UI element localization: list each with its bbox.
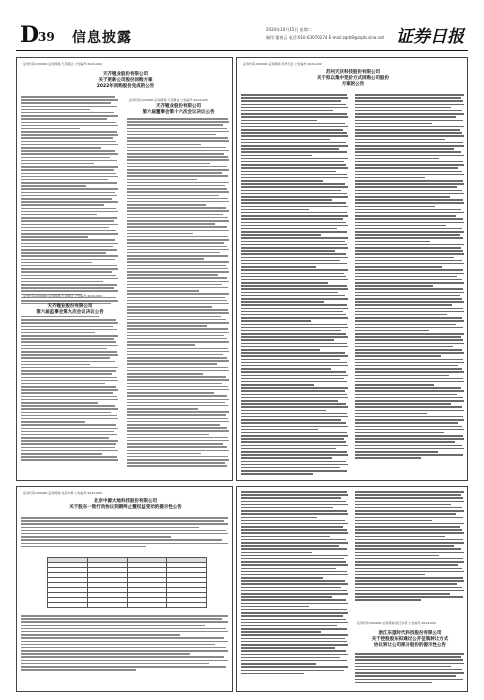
article-code: 证券代码:000000 证券简称:北京中源 公告编号:2024-000 xyxy=(23,491,102,495)
text-block xyxy=(21,615,230,687)
article-heading xyxy=(353,631,467,649)
text-column xyxy=(241,94,349,478)
title-line: 第六届董事会第十六次会议决议公告 xyxy=(142,110,215,115)
company-name: 天齐锂业股份有限公司 xyxy=(156,104,201,109)
newspaper-logo: 证券日报 xyxy=(396,27,464,47)
title-line: 第六届监事会第九次会议决议公告 xyxy=(36,310,104,315)
article-zhongyuan-equity xyxy=(16,486,233,692)
company-name: 北京中源大地科技股份有限公司 xyxy=(94,499,157,504)
page-letter: D xyxy=(20,22,39,48)
company-name: 浙江东望时代科技股份有限公司 xyxy=(378,631,442,636)
title-line: 关于股东一致行动协议到期终止暨权益变动的提示性公告 xyxy=(69,505,182,510)
article-code: 证券代码:000000 证券简称:天齐锂业 公告编号:2024-000 xyxy=(23,62,102,66)
company-name: 天齐锂业股份有限公司 xyxy=(103,72,148,77)
article-heading xyxy=(21,304,119,316)
page-number: 39 xyxy=(38,30,55,44)
article-heading xyxy=(21,499,230,511)
article-code: 证券代码:000000 证券简称:苏州天沃 公告编号:2024-000 xyxy=(243,62,322,66)
title-line: 关于控股股东拟通过公开征集转让方式 xyxy=(371,637,449,642)
article-code: 证券代码:000000 证券简称:浙江东望 公告编号:2024-000 xyxy=(357,621,436,625)
editor-line: 制作:董春云 电话:010-63070274 E-mail:zqrb9@zqrb.sina.net xyxy=(266,35,385,40)
article-code: 证券代码:000000 证券简称:天齐锂业 公告编号:2024-000 xyxy=(23,294,102,298)
date-line: 2024年10月15日 星期二 xyxy=(266,27,312,32)
text-column xyxy=(127,118,230,476)
article-heading xyxy=(127,104,230,116)
title-line: 方案的公告 xyxy=(341,82,365,87)
title-line: 2022年回购股份完成的公告 xyxy=(96,84,155,89)
title-line: 关于拟以集中竞价方式回购公司股份 xyxy=(317,76,389,81)
text-block xyxy=(21,517,230,553)
equity-table xyxy=(47,557,207,608)
text-column xyxy=(355,653,465,689)
text-column xyxy=(21,96,119,476)
text-column xyxy=(355,491,465,615)
company-name: 天齐锂业股份有限公司 xyxy=(47,304,93,309)
company-name: 苏州天沃科技股份有限公司 xyxy=(326,70,380,75)
masthead-rule xyxy=(16,50,468,51)
article-tianqi-repurchase xyxy=(16,57,233,481)
title-line: 关于更新公司股份回购方案 xyxy=(98,78,153,83)
section-title: 信息披露 xyxy=(72,30,132,46)
article-code: 证券代码:000000 证券简称:天齐锂业 公告编号:2024-000 xyxy=(129,98,208,102)
text-column xyxy=(355,94,465,478)
article-dongwang-transfer xyxy=(236,486,468,692)
article-heading xyxy=(21,72,230,90)
text-column xyxy=(241,491,349,689)
title-line: 协议转让公司部分股份的提示性公告 xyxy=(374,643,446,648)
article-heading xyxy=(241,70,465,88)
article-suzhou-repurchase xyxy=(236,57,468,481)
masthead xyxy=(16,20,468,50)
